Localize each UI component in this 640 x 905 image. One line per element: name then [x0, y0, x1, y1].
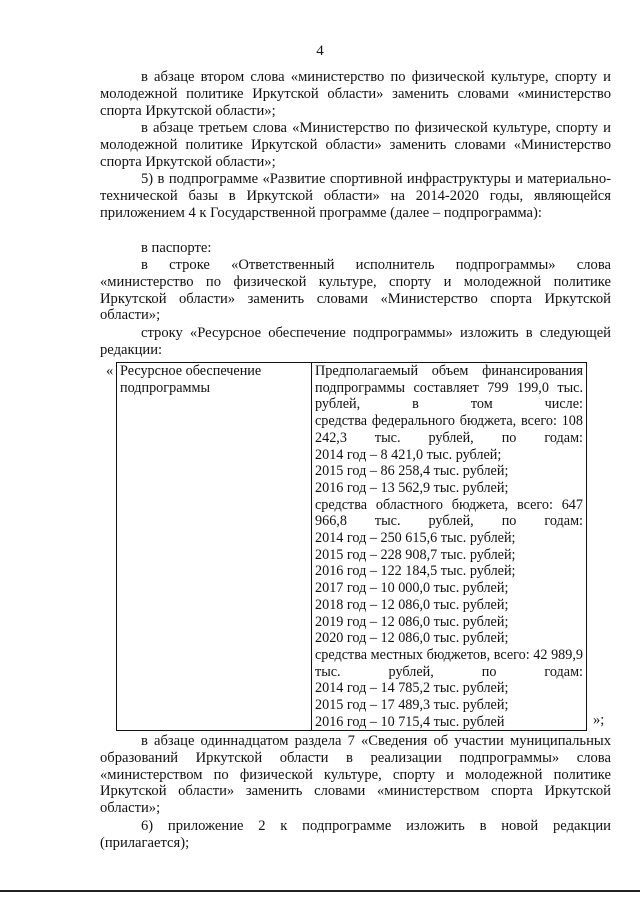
resource-line: 2014 год – 8 421,0 тыс. рублей; [315, 446, 502, 463]
resource-line: 2016 год – 122 184,5 тыс. рублей; [315, 563, 516, 580]
paragraph-executor-row: в строке «Ответственный исполнитель подпрограммы» слова «министерство по физической культуре, спорту и молодежной политике Иркутской области» заменить словами «Министерство спорта Иркутской области»; [100, 257, 611, 324]
quote-open: « [106, 363, 114, 379]
paragraph-abzac-2: в абзаце втором слова «министерство по физической культуре, спорту и молодежной политике Иркутской области» заменить словами «министерство спорта Иркутской области»; [100, 69, 611, 119]
resource-line: 2014 год – 250 615,6 тыс. рублей; [315, 530, 516, 547]
resource-line: 2017 год – 10 000,0 тыс. рублей; [315, 580, 509, 597]
resource-line: 2019 год – 12 086,0 тыс. рублей; [315, 613, 509, 630]
paragraph-item-5: 5) в подпрограмме «Развитие спортивной инфраструктуры и материально-технической базы в Иркутской области» на 2014-2020 годы, являющейся приложением 4 к Государственной программе (далее – подпрограмма): [100, 171, 611, 221]
resource-line: средства федерального бюджета, всего: 108 242,3 тыс. рублей, по годам: [315, 413, 583, 446]
resource-table [116, 362, 587, 731]
quote-close: »; [593, 712, 605, 728]
page-number: 4 [316, 43, 324, 59]
resource-line: 2015 год – 228 908,7 тыс. рублей; [315, 546, 516, 563]
resource-line: 2020 год – 12 086,0 тыс. рублей; [315, 630, 509, 647]
resource-label-cell: Ресурсное обеспечение подпрограммы [117, 363, 312, 731]
resource-line: 2015 год – 86 258,4 тыс. рублей; [315, 463, 509, 480]
paragraph-item-6: 6) приложение 2 к подпрограмме изложить в новой редакции (прилагается); [100, 818, 611, 851]
resource-line: Предполагаемый объем финансирования подпрограммы составляет 799 199,0 тыс. рублей, в том числе: [315, 363, 583, 413]
bottom-divider [0, 890, 640, 892]
resource-line: 2014 год – 14 785,2 тыс. рублей; [315, 680, 509, 697]
resource-line: 2016 год – 10 715,4 тыс. рублей [315, 713, 505, 730]
resource-line: средства областного бюджета, всего: 647 966,8 тыс. рублей, по годам: [315, 496, 583, 530]
paragraph-resource-row: строку «Ресурсное обеспечение подпрограммы» изложить в следующей редакции: [100, 325, 611, 358]
paragraph-passport: в паспорте: [141, 240, 212, 256]
resource-value-cell [312, 363, 587, 731]
resource-line: 2015 год – 17 489,3 тыс. рублей; [315, 697, 509, 714]
resource-line: 2016 год – 13 562,9 тыс. рублей; [315, 479, 509, 496]
paragraph-abzac-11: в абзаце одиннадцатом раздела 7 «Сведения об участии муниципальных образований Иркутской области в реализации подпрограммы» слова «министерством по физической культуре, спорту и молодежной политике Иркутской области» заменить словами «министерством спорта Иркутской области»; [100, 733, 611, 817]
resource-line: 2018 год – 12 086,0 тыс. рублей; [315, 596, 509, 613]
paragraph-abzac-3: в абзаце третьем слова «Министерство по физической культуре, спорту и молодежной политике Иркутской области» заменить словами «Министерство спорта Иркутской области»; [100, 120, 611, 170]
resource-line: средства местных бюджетов, всего: 42 989,9 тыс. рублей, по годам: [315, 646, 583, 680]
